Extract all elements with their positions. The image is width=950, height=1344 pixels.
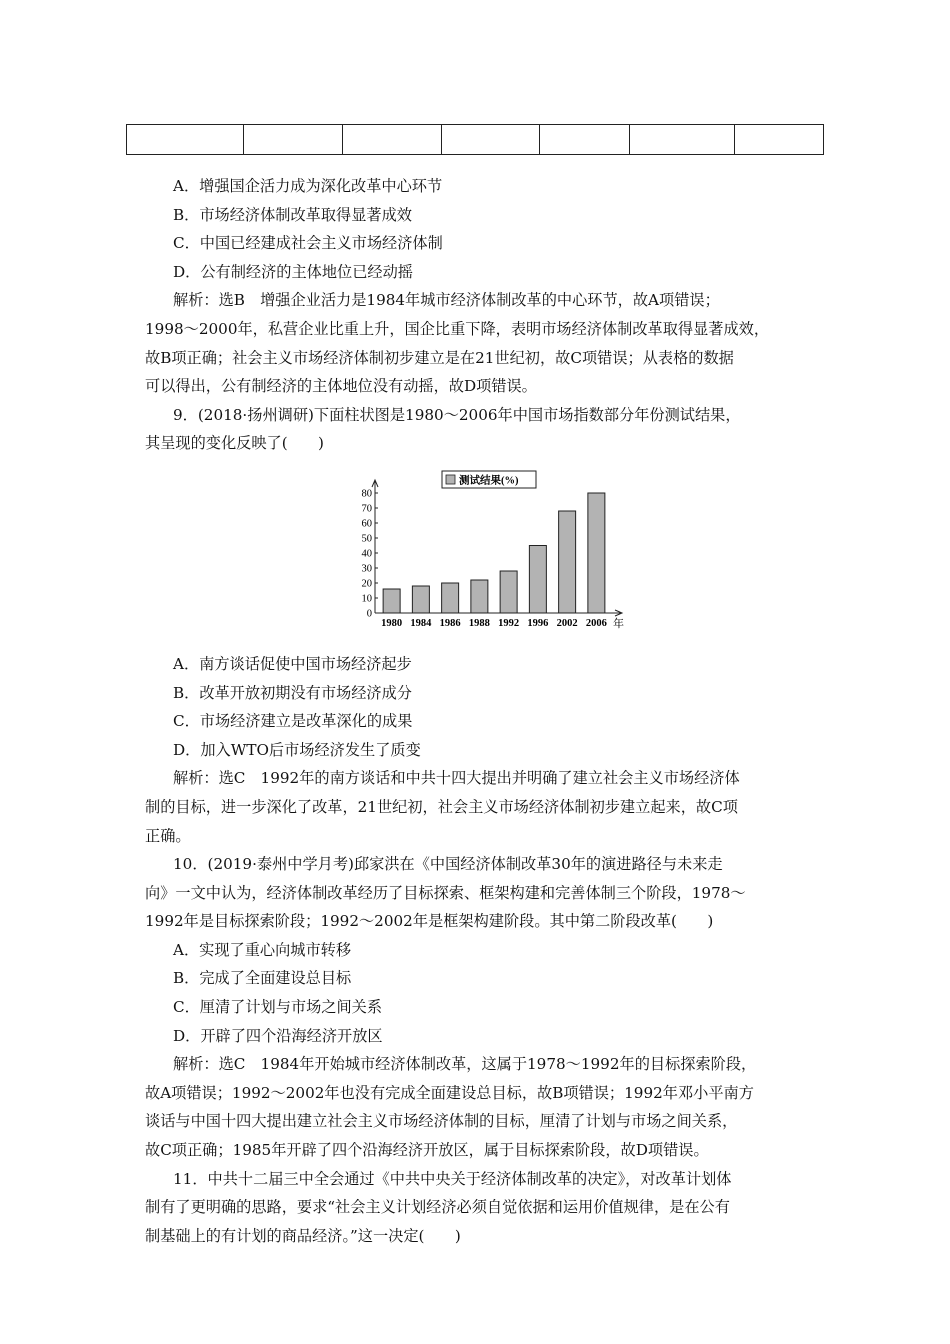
q11-stem-line: 制基础上的有计划的商品经济。”这一决定( ) [145,1226,461,1245]
q10-stem-line: 1992年是目标探索阶段；1992～2002年是框架构建阶段。其中第二阶段改革( ) [145,912,714,931]
q9-stem-line: 其呈现的变化反映了( ) [145,434,324,453]
bar [500,571,517,613]
y-tick-label: 70 [361,503,372,515]
q10-option-c: C．厘清了计划与市场之间关系 [173,998,383,1017]
table-cell [735,125,824,155]
q10-analysis-line: 故A项错误；1992～2002年也没有完成全面建设总目标，故B项错误；1992年邓小平南方 [145,1083,754,1102]
q10-analysis-line: 故C项正确；1985年开辟了四个沿海经济开放区，属于目标探索阶段，故D项错误。 [145,1141,709,1160]
y-tick-label: 10 [361,593,372,605]
q9-analysis-line: 制的目标，进一步深化了改革，21世纪初，社会主义市场经济体制初步建立起来，故C项 [145,797,738,816]
bars [383,493,605,613]
legend [442,471,536,488]
q8-analysis [145,286,810,400]
x-tick-label: 1984 [410,617,432,629]
x-axis-unit: 年 [613,617,624,630]
table-row [127,125,824,155]
q10-options [145,936,810,1050]
bar [442,583,459,613]
q9-option-d: D．加入WTO后市场经济发生了质变 [173,740,421,759]
table-cell [244,125,343,155]
x-tick-label: 1986 [439,617,461,629]
table-cell [442,125,540,155]
table-cell [540,125,630,155]
q8-option-b: B．市场经济体制改革取得显著成效 [173,205,412,224]
bar [588,493,605,613]
axes [372,480,622,616]
q9-option-c: C．市场经济建立是改革深化的成果 [173,712,413,731]
x-tick-label: 2006 [585,617,607,629]
q11-stem-line: 制有了更明确的思路，要求“社会主义计划经济必须自觉依据和运用价值规律，是在公有 [145,1198,730,1217]
bar [412,586,429,613]
y-tick-label: 50 [361,533,372,545]
q8-option-a: A．增强国企活力成为深化改革中心环节 [173,177,443,195]
x-tick-label: 1988 [468,617,490,629]
y-tick-label: 80 [361,488,372,500]
q8-options [145,172,810,286]
legend-label: 测试结果(%) [459,475,519,487]
q9-options [145,650,810,764]
table-cell [630,125,735,155]
q8-analysis-line: 1998～2000年，私营企业比重上升，国企比重下降，表明市场经济体制改革取得显著成效， [145,319,770,338]
legend-swatch [446,475,455,484]
table-cell [343,125,442,155]
x-tick-label: 1992 [498,617,520,629]
q9-stem [145,401,810,458]
chart-area [145,458,810,650]
q10-stem [145,850,810,936]
q8-option-c: C．中国已经建成社会主义市场经济体制 [173,234,443,253]
q10-option-b: B．完成了全面建设总目标 [173,969,352,988]
document-body [145,172,810,1250]
q10-analysis-line: 谈话与中国十四大提出建立社会主义市场经济体制的目标，厘清了计划与市场之间关系， [145,1112,738,1131]
q9-analysis [145,764,810,850]
top-table [126,124,824,155]
q11-stem-line: 11．中共十二届三中全会通过《中共中央关于经济体制改革的决定》，对改革计划体 [173,1169,732,1188]
bar [383,589,400,613]
q10-option-a: A．实现了重心向城市转移 [173,940,352,959]
q10-stem-line: 10．(2019·泰州中学月考)邱家洪在《中国经济体制改革30年的演进路径与未来走 [173,855,723,874]
q10-stem-line: 向》一文中认为，经济体制改革经历了目标探索、框架构建和完善体制三个阶段，1978～ [145,883,746,902]
table-cell [127,125,244,155]
x-tick-label: 1980 [381,617,403,629]
x-tick-label: 1996 [527,617,549,629]
q10-option-d: D．开辟了四个沿海经济开放区 [173,1026,383,1045]
q11-stem [145,1165,810,1251]
q8-analysis-line: 故B项正确；社会主义市场经济体制初步建立是在21世纪初，故C项错误；从表格的数据 [145,348,734,367]
q8-analysis-line: 解析：选B 增强企业活力是1984年城市经济体制改革的中心环节，故A项错误； [173,291,720,310]
x-tick-label: 2002 [556,617,578,629]
bar-chart [345,466,645,646]
q9-option-b: B．改革开放初期没有市场经济成分 [173,683,412,702]
y-tick-label: 40 [361,548,372,560]
bar [559,511,576,613]
q8-option-d: D．公有制经济的主体地位已经动摇 [173,262,413,281]
y-tick-label: 20 [361,578,372,590]
q10-analysis [145,1050,810,1164]
bar [529,545,546,613]
y-tick-label: 0 [366,608,372,620]
q10-analysis-line: 解析：选C 1984年开始城市经济体制改革，这属于1978～1992年的目标探索阶段， [173,1055,757,1074]
q9-analysis-line: 解析：选C 1992年的南方谈话和中共十四大提出并明确了建立社会主义市场经济体 [173,769,740,788]
q8-analysis-line: 可以得出，公有制经济的主体地位没有动摇，故D项错误。 [145,377,537,396]
bar [471,580,488,613]
y-tick-label: 60 [361,518,372,530]
q9-option-a: A．南方谈话促使中国市场经济起步 [173,654,412,673]
q9-stem-line: 9．(2018·扬州调研)下面柱状图是1980～2006年中国市场指数部分年份测试结果， [173,405,741,424]
q9-analysis-line: 正确。 [145,826,191,845]
y-tick-label: 30 [361,563,372,575]
